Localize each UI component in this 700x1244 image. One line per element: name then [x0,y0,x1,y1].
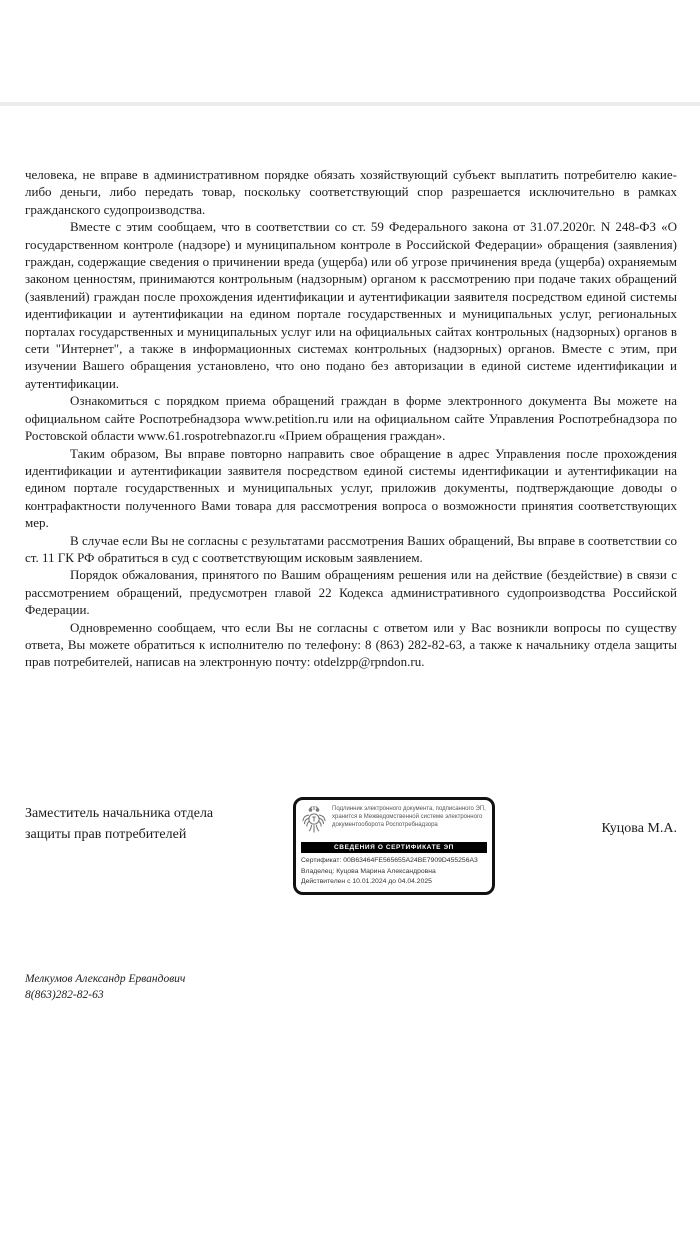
stamp-header-text: Подлинник электронного документа, подписанного ЭП, хранится в Межведомственной системе электронного документооборота Роспотребнадзора [332,806,486,828]
body-paragraph: Одновременно сообщаем, что если Вы не согласны с ответом или у Вас возникли вопросы по существу ответа, Вы можете обратиться к исполнителю по телефону: 8 (863) 282-82-63, а также к начальнику отдела защиты прав потребителей, написав на электронную почту: otdelzpp@rpndon.ru. [25,619,677,670]
letter-body [25,166,677,671]
body-paragraph: Ознакомиться с порядком приема обращений граждан в форме электронного документа Вы можете на официальном сайте Роспотребнадзора www.petition.ru или на официальном сайте Управления Роспотребнадзора по Ростовской области www.61.rospotrebnazor.ru «Прием обращения граждан». [25,393,677,444]
executor-info [25,971,185,1003]
signature-block [25,797,677,892]
stamp-certificate-number: Сертификат: 00B63464FE565655A24BE7909D455256A3 [301,857,478,864]
rospotrebnadzor-eagle-emblem-icon [301,804,327,839]
signer-position-line2: защиты прав потребителей [25,826,187,842]
signer-position-title [25,804,315,845]
stamp-owner: Владелец: Куцова Марина Александровна [301,867,436,875]
body-paragraph: В случае если Вы не согласны с результатами рассмотрения Ваших обращений, Вы вправе в соответствии со ст. 11 ГК РФ обратиться в суд с соответствующим исковым заявлением. [25,532,677,565]
body-paragraph: Порядок обжалования, принятого по Вашим обращениям решения или на действие (бездействие) в связи с рассмотрением обращений, предусмотрен главой 22 Кодекса административного судопроизводства Российской Федерации. [25,567,677,618]
stamp-header [301,804,487,839]
stamp-certificate-bar: СВЕДЕНИЯ О СЕРТИФИКАТЕ ЭП [301,842,487,853]
executor-name: Мелкумов Александр Ервандович [25,973,186,985]
body-paragraph: Таким образом, Вы вправе повторно направить свое обращение в адрес Управления после прохождения идентификации и аутентификации заявителя посредством единой системы идентификации и аутентификации на едином портале государственных и муниципальных услуг, приложив документы, подтверждающие доводы о контрафактности полученного Вами товара для рассмотрения вопроса о возможности принятия соответствующих мер. [25,445,677,531]
executor-phone: 8(863)282-82-63 [25,989,104,1001]
signer-position-line1: Заместитель начальника отдела [25,806,214,821]
page-top-divider [0,102,700,106]
stamp-validity: Действителен с 10.01.2024 до 04.04.2025 [301,878,432,886]
stamp-details [301,856,487,888]
signer-name: Куцова М.А. [601,821,677,836]
body-paragraph: человека, не вправе в административном порядке обязать хозяйствующий субъект выплатить потребителю какие-либо деньги, либо передать товар, поскольку соответствующий спор разрешается исключительно в рамках гражданского судопроизводства. [25,167,677,217]
body-paragraph: Вместе с этим сообщаем, что в соответствии со ст. 59 Федерального закона от 31.07.2020г. N 248-ФЗ «О государственном контроле (надзоре) и муниципальном контроле в Российской Федерации» обращения (заявления) граждан, содержащие сведения о причинении вреда (ущерба) или об угрозе причинения вреда (ущерба) охраняемым законом ценностям, принимаются контрольным (надзорным) органом к рассмотрению при подаче таких обращений (заявлений) граждан после прохождения идентификации и аутентификации заявителя посредством единой системы идентификации и аутентификации на едином портале государственных и муниципальных услуг, региональных порталах государственных и муниципальных услуг или на официальных сайтах контрольных (надзорных) органов в сети "Интернет", а также в информационных системах контрольных (надзорных) органов. Вместе с этим, при изучении Вашего обращения установлено, что оно подано без авторизации в единой системе идентификации и аутентификации. [25,219,677,391]
digital-signature-stamp [293,797,495,895]
